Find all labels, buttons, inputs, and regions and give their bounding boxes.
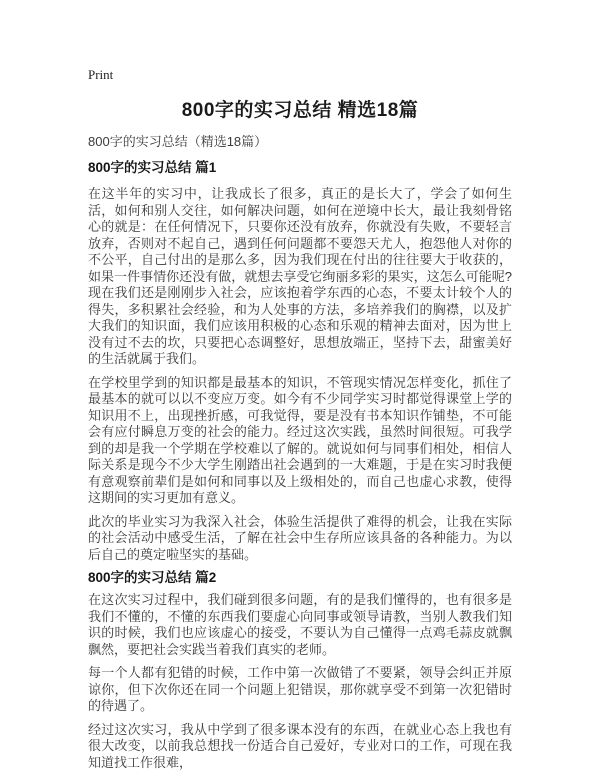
section-2-paragraph-3: 经过这次实习，我从中学到了很多课本没有的东西，在就业心态上我也有很大改变，以前我总想找一份适合自己爱好，专业对口的工作，可现在我知道找工作很难， [88,721,512,770]
section-2-paragraph-1: 在这次实习过程中，我们碰到很多问题，有的是我们懂得的，也有很多是我们不懂的，不懂的东西我们要虚心向同事或领导请教，当别人教我们知识的时候，我们也应该虚心的接受，不要认为自己懂得一点鸡毛蒜皮就飘飘然，要把社会实践当着我们真实的老师。 [88,592,512,657]
page-title: 800字的实习总结 精选18篇 [181,100,419,121]
section-2-heading: 800字的实习总结 篇2 [88,570,217,585]
section-1-paragraph-2: 在学校里学到的知识都是最基本的知识，不管现实情况怎样变化，抓住了最基本的就可以以不变应万变。如今有不少同学实习时都觉得课堂上学的知识用不上，出现挫折感，可我觉得，要是没有书本知识作铺垫，不可能会有应付瞬息万变的社会的能力。经过这次实践，虽然时间很短。可我学到的却是我一个学期在学校难以了解的。就说如何与同事们相处，相信人际关系是现今不少大学生刚踏出社会遇到的一大难题，于是在实习时我便有意观察前辈们是如何和同事以及上级相处的，而自己也虚心求教，使得这期间的实习更加有意义。 [88,374,512,505]
section-2-paragraph-2: 每一个人都有犯错的时候，工作中第一次做错了不要紧，领导会纠正并原谅你，但下次你还在同一个问题上犯错误，那你就享受不到第一次犯错时的待遇了。 [88,665,512,713]
page-subtitle: 800字的实习总结（精选18篇） [88,134,268,149]
section-1-paragraph-1: 在这半年的实习中，让我成长了很多，真正的是长大了，学会了如何生活，如何和别人交往，如何解决问题，如何在逆境中长大，最让我刻骨铭心的就是：在任何情况下，只要你还没有放弃，你就没有失败，不要轻言放弃，否则对不起自己，遇到任何问题都不要怨天尤人，抱怨他人对你的不公平，自己付出的是那么多，因为我们现在付出的往往要大于收获的，如果一件事情你还没有做，就想去享受它绚丽多彩的果实，这怎么可能呢?现在我们还是刚刚步入社会，应该抱着学东西的心态，不要太计较个人的得失，多积累社会经验，和为人处事的方法，多培养我们的胸襟，以及扩大我们的知识面，我们应该用积极的心态和乐观的精神去面对，因为世上没有过不去的坎，只要把心态调整好，思想放端正，坚持下去，甜蜜美好的生活就属于我们。 [88,186,512,366]
section-1-paragraph-3: 此次的毕业实习为我深入社会，体验生活提供了难得的机会，让我在实际的社会活动中感受生活，了解在社会中生存所应该具备的各种能力。为以后自己的奠定啦坚实的基础。 [88,513,512,562]
print-button[interactable]: Print [88,67,114,82]
section-1-heading: 800字的实习总结 篇1 [88,160,217,175]
document-content [88,0,512,771]
